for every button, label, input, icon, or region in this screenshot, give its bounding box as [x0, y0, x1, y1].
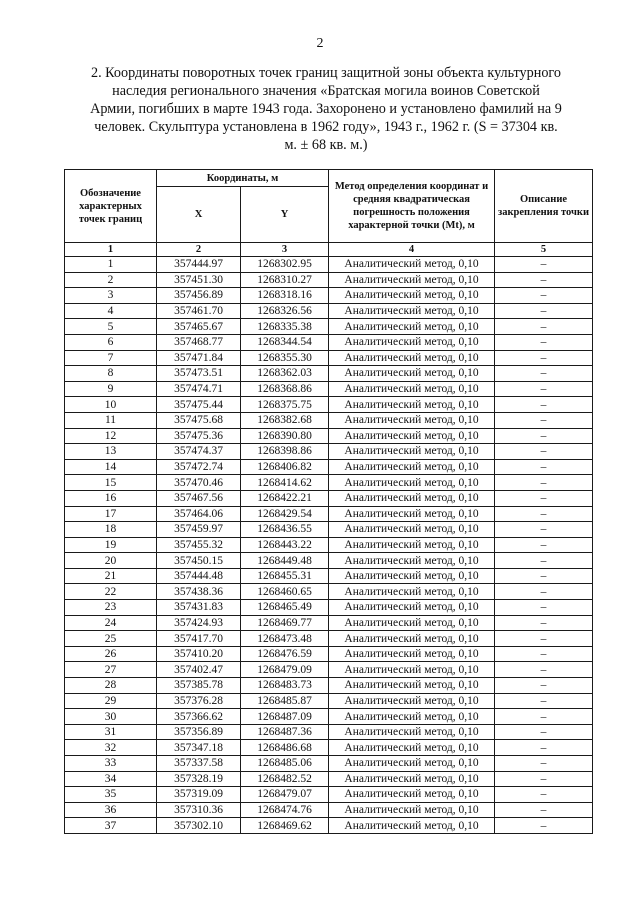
y-coordinate-cell: 1268390.80 — [241, 428, 329, 444]
table-row — [65, 693, 593, 709]
y-coordinate-cell: 1268443.22 — [241, 537, 329, 553]
fixing-description-cell: – — [495, 740, 593, 756]
point-number-cell: 32 — [65, 740, 157, 756]
y-coordinate-cell: 1268375.75 — [241, 397, 329, 413]
fixing-description-cell: – — [495, 288, 593, 304]
method-cell: Аналитический метод, 0,10 — [329, 756, 495, 772]
x-coordinate-cell: 357471.84 — [157, 350, 241, 366]
table-row — [65, 366, 593, 382]
fixing-description-cell: – — [495, 475, 593, 491]
y-coordinate-cell: 1268476.59 — [241, 646, 329, 662]
method-cell: Аналитический метод, 0,10 — [329, 428, 495, 444]
x-coordinate-cell: 357450.15 — [157, 553, 241, 569]
x-coordinate-cell: 357424.93 — [157, 615, 241, 631]
y-coordinate-cell: 1268344.54 — [241, 334, 329, 350]
point-number-cell: 11 — [65, 412, 157, 428]
y-coordinate-cell: 1268469.62 — [241, 818, 329, 834]
fixing-description-cell: – — [495, 444, 593, 460]
table-row — [65, 724, 593, 740]
table-row — [65, 444, 593, 460]
y-coordinate-cell: 1268310.27 — [241, 272, 329, 288]
y-coordinate-cell: 1268326.56 — [241, 303, 329, 319]
x-coordinate-cell: 357474.37 — [157, 444, 241, 460]
point-number-cell: 37 — [65, 818, 157, 834]
method-cell: Аналитический метод, 0,10 — [329, 537, 495, 553]
y-coordinate-cell: 1268429.54 — [241, 506, 329, 522]
table-row — [65, 662, 593, 678]
method-cell: Аналитический метод, 0,10 — [329, 693, 495, 709]
point-number-cell: 33 — [65, 756, 157, 772]
point-number-cell: 23 — [65, 600, 157, 616]
point-number-cell: 35 — [65, 787, 157, 803]
table-row — [65, 350, 593, 366]
x-coordinate-cell: 357366.62 — [157, 709, 241, 725]
fixing-description-cell: – — [495, 366, 593, 382]
fixing-description-cell: – — [495, 522, 593, 538]
point-number-cell: 29 — [65, 693, 157, 709]
fixing-description-cell: – — [495, 303, 593, 319]
table-row — [65, 334, 593, 350]
x-coordinate-cell: 357464.06 — [157, 506, 241, 522]
x-coordinate-cell: 357451.30 — [157, 272, 241, 288]
x-coordinate-cell: 357444.48 — [157, 568, 241, 584]
table-row — [65, 615, 593, 631]
method-cell: Аналитический метод, 0,10 — [329, 709, 495, 725]
table-row — [65, 537, 593, 553]
method-cell: Аналитический метод, 0,10 — [329, 584, 495, 600]
table-row — [65, 756, 593, 772]
y-coordinate-cell: 1268482.52 — [241, 771, 329, 787]
table-row — [65, 787, 593, 803]
method-cell: Аналитический метод, 0,10 — [329, 257, 495, 273]
table-row — [65, 600, 593, 616]
method-cell: Аналитический метод, 0,10 — [329, 397, 495, 413]
table-row — [65, 740, 593, 756]
point-number-cell: 9 — [65, 381, 157, 397]
coordinates-table — [64, 169, 593, 834]
point-number-cell: 22 — [65, 584, 157, 600]
x-coordinate-cell: 357438.36 — [157, 584, 241, 600]
x-coordinate-cell: 357473.51 — [157, 366, 241, 382]
point-number-cell: 13 — [65, 444, 157, 460]
method-cell: Аналитический метод, 0,10 — [329, 444, 495, 460]
y-coordinate-cell: 1268368.86 — [241, 381, 329, 397]
y-coordinate-cell: 1268460.65 — [241, 584, 329, 600]
point-number-cell: 5 — [65, 319, 157, 335]
x-coordinate-cell: 357328.19 — [157, 771, 241, 787]
x-coordinate-cell: 357467.56 — [157, 490, 241, 506]
x-coordinate-cell: 357468.77 — [157, 334, 241, 350]
method-cell: Аналитический метод, 0,10 — [329, 412, 495, 428]
table-row — [65, 397, 593, 413]
method-cell: Аналитический метод, 0,10 — [329, 334, 495, 350]
fixing-description-cell: – — [495, 584, 593, 600]
y-coordinate-cell: 1268487.36 — [241, 724, 329, 740]
fixing-description-cell: – — [495, 428, 593, 444]
y-coordinate-cell: 1268485.06 — [241, 756, 329, 772]
x-coordinate-cell: 357385.78 — [157, 678, 241, 694]
y-coordinate-cell: 1268302.95 — [241, 257, 329, 273]
table-row — [65, 553, 593, 569]
header-coordinates: Координаты, м — [157, 170, 329, 187]
table-row — [65, 412, 593, 428]
x-coordinate-cell: 357459.97 — [157, 522, 241, 538]
fixing-description-cell: – — [495, 334, 593, 350]
point-number-cell: 31 — [65, 724, 157, 740]
x-coordinate-cell: 357410.20 — [157, 646, 241, 662]
x-coordinate-cell: 357319.09 — [157, 787, 241, 803]
point-number-cell: 1 — [65, 257, 157, 273]
fixing-description-cell: – — [495, 381, 593, 397]
table-row — [65, 584, 593, 600]
table-body — [65, 257, 593, 834]
point-number-cell: 14 — [65, 459, 157, 475]
y-coordinate-cell: 1268398.86 — [241, 444, 329, 460]
fixing-description-cell: – — [495, 257, 593, 273]
x-coordinate-cell: 357461.70 — [157, 303, 241, 319]
x-coordinate-cell: 357356.89 — [157, 724, 241, 740]
method-cell: Аналитический метод, 0,10 — [329, 818, 495, 834]
method-cell: Аналитический метод, 0,10 — [329, 475, 495, 491]
y-coordinate-cell: 1268382.68 — [241, 412, 329, 428]
method-cell: Аналитический метод, 0,10 — [329, 615, 495, 631]
x-coordinate-cell: 357455.32 — [157, 537, 241, 553]
fixing-description-cell: – — [495, 272, 593, 288]
x-coordinate-cell: 357465.67 — [157, 319, 241, 335]
y-coordinate-cell: 1268483.73 — [241, 678, 329, 694]
point-number-cell: 8 — [65, 366, 157, 382]
table-row — [65, 475, 593, 491]
method-cell: Аналитический метод, 0,10 — [329, 724, 495, 740]
x-coordinate-cell: 357431.83 — [157, 600, 241, 616]
x-coordinate-cell: 357444.97 — [157, 257, 241, 273]
point-number-cell: 7 — [65, 350, 157, 366]
method-cell: Аналитический метод, 0,10 — [329, 646, 495, 662]
method-cell: Аналитический метод, 0,10 — [329, 600, 495, 616]
x-coordinate-cell: 357347.18 — [157, 740, 241, 756]
table-row — [65, 646, 593, 662]
section-heading: 2. Координаты поворотных точек границ защитной зоны объекта культурного наследия регионального значения «Братская могила воинов Советской Армии, погибших в марте 1943 года. Захоронено и установлено фамилий на 9 человек. Скульптура установлена в 1962 году», 1943 г., 1962 г. (S = 37304 кв. м. ± 68 кв. м.) — [90, 65, 562, 153]
method-cell: Аналитический метод, 0,10 — [329, 490, 495, 506]
fixing-description-cell: – — [495, 631, 593, 647]
column-number: 1 — [65, 243, 157, 257]
fixing-description-cell: – — [495, 568, 593, 584]
method-cell: Аналитический метод, 0,10 — [329, 631, 495, 647]
y-coordinate-cell: 1268335.38 — [241, 319, 329, 335]
fixing-description-cell: – — [495, 350, 593, 366]
x-coordinate-cell: 357456.89 — [157, 288, 241, 304]
fixing-description-cell: – — [495, 693, 593, 709]
y-coordinate-cell: 1268455.31 — [241, 568, 329, 584]
point-number-cell: 16 — [65, 490, 157, 506]
point-number-cell: 10 — [65, 397, 157, 413]
point-number-cell: 2 — [65, 272, 157, 288]
table-row — [65, 272, 593, 288]
method-cell: Аналитический метод, 0,10 — [329, 522, 495, 538]
point-number-cell: 27 — [65, 662, 157, 678]
y-coordinate-cell: 1268318.16 — [241, 288, 329, 304]
fixing-description-cell: – — [495, 756, 593, 772]
fixing-description-cell: – — [495, 490, 593, 506]
fixing-description-cell: – — [495, 709, 593, 725]
table-row — [65, 381, 593, 397]
x-coordinate-cell: 357470.46 — [157, 475, 241, 491]
table-row — [65, 288, 593, 304]
fixing-description-cell: – — [495, 678, 593, 694]
table-row — [65, 678, 593, 694]
fixing-description-cell: – — [495, 537, 593, 553]
point-number-cell: 20 — [65, 553, 157, 569]
x-coordinate-cell: 357475.44 — [157, 397, 241, 413]
table-row — [65, 709, 593, 725]
table-row — [65, 818, 593, 834]
method-cell: Аналитический метод, 0,10 — [329, 319, 495, 335]
y-coordinate-cell: 1268486.68 — [241, 740, 329, 756]
fixing-description-cell: – — [495, 662, 593, 678]
method-cell: Аналитический метод, 0,10 — [329, 381, 495, 397]
table-row — [65, 522, 593, 538]
y-coordinate-cell: 1268474.76 — [241, 802, 329, 818]
header-description: Описание закрепления точки — [495, 170, 593, 243]
y-coordinate-cell: 1268422.21 — [241, 490, 329, 506]
point-number-cell: 18 — [65, 522, 157, 538]
fixing-description-cell: – — [495, 506, 593, 522]
x-coordinate-cell: 357472.74 — [157, 459, 241, 475]
point-number-cell: 28 — [65, 678, 157, 694]
method-cell: Аналитический метод, 0,10 — [329, 678, 495, 694]
header-point: Обозначение характерных точек границ — [65, 170, 157, 243]
point-number-cell: 34 — [65, 771, 157, 787]
fixing-description-cell: – — [495, 412, 593, 428]
y-coordinate-cell: 1268479.07 — [241, 787, 329, 803]
point-number-cell: 3 — [65, 288, 157, 304]
fixing-description-cell: – — [495, 818, 593, 834]
fixing-description-cell: – — [495, 724, 593, 740]
fixing-description-cell: – — [495, 459, 593, 475]
method-cell: Аналитический метод, 0,10 — [329, 288, 495, 304]
method-cell: Аналитический метод, 0,10 — [329, 506, 495, 522]
method-cell: Аналитический метод, 0,10 — [329, 568, 495, 584]
method-cell: Аналитический метод, 0,10 — [329, 553, 495, 569]
point-number-cell: 21 — [65, 568, 157, 584]
point-number-cell: 36 — [65, 802, 157, 818]
x-coordinate-cell: 357417.70 — [157, 631, 241, 647]
fixing-description-cell: – — [495, 646, 593, 662]
y-coordinate-cell: 1268473.48 — [241, 631, 329, 647]
method-cell: Аналитический метод, 0,10 — [329, 787, 495, 803]
method-cell: Аналитический метод, 0,10 — [329, 366, 495, 382]
column-number: 4 — [329, 243, 495, 257]
method-cell: Аналитический метод, 0,10 — [329, 662, 495, 678]
x-coordinate-cell: 357475.36 — [157, 428, 241, 444]
column-number: 3 — [241, 243, 329, 257]
y-coordinate-cell: 1268414.62 — [241, 475, 329, 491]
fixing-description-cell: – — [495, 615, 593, 631]
point-number-cell: 12 — [65, 428, 157, 444]
fixing-description-cell: – — [495, 600, 593, 616]
table-row — [65, 257, 593, 273]
x-coordinate-cell: 357302.10 — [157, 818, 241, 834]
table-row — [65, 319, 593, 335]
method-cell: Аналитический метод, 0,10 — [329, 350, 495, 366]
table-row — [65, 802, 593, 818]
table-row — [65, 771, 593, 787]
y-coordinate-cell: 1268469.77 — [241, 615, 329, 631]
point-number-cell: 19 — [65, 537, 157, 553]
header-x: X — [157, 187, 241, 243]
fixing-description-cell: – — [495, 802, 593, 818]
y-coordinate-cell: 1268485.87 — [241, 693, 329, 709]
x-coordinate-cell: 357376.28 — [157, 693, 241, 709]
table-row — [65, 459, 593, 475]
y-coordinate-cell: 1268406.82 — [241, 459, 329, 475]
method-cell: Аналитический метод, 0,10 — [329, 459, 495, 475]
point-number-cell: 17 — [65, 506, 157, 522]
x-coordinate-cell: 357474.71 — [157, 381, 241, 397]
fixing-description-cell: – — [495, 787, 593, 803]
y-coordinate-cell: 1268465.49 — [241, 600, 329, 616]
y-coordinate-cell: 1268362.03 — [241, 366, 329, 382]
point-number-cell: 6 — [65, 334, 157, 350]
fixing-description-cell: – — [495, 397, 593, 413]
y-coordinate-cell: 1268487.09 — [241, 709, 329, 725]
header-y: Y — [241, 187, 329, 243]
point-number-cell: 24 — [65, 615, 157, 631]
x-coordinate-cell: 357310.36 — [157, 802, 241, 818]
point-number-cell: 26 — [65, 646, 157, 662]
x-coordinate-cell: 357475.68 — [157, 412, 241, 428]
column-number: 5 — [495, 243, 593, 257]
header-method: Метод определения координат и средняя квадратическая погрешность положения характерной точки (Mt), м — [329, 170, 495, 243]
table-row — [65, 428, 593, 444]
table-row — [65, 490, 593, 506]
table-row — [65, 506, 593, 522]
fixing-description-cell: – — [495, 319, 593, 335]
method-cell: Аналитический метод, 0,10 — [329, 802, 495, 818]
y-coordinate-cell: 1268355.30 — [241, 350, 329, 366]
y-coordinate-cell: 1268449.48 — [241, 553, 329, 569]
point-number-cell: 4 — [65, 303, 157, 319]
fixing-description-cell: – — [495, 553, 593, 569]
method-cell: Аналитический метод, 0,10 — [329, 771, 495, 787]
method-cell: Аналитический метод, 0,10 — [329, 303, 495, 319]
column-number: 2 — [157, 243, 241, 257]
table-row — [65, 631, 593, 647]
fixing-description-cell: – — [495, 771, 593, 787]
point-number-cell: 15 — [65, 475, 157, 491]
method-cell: Аналитический метод, 0,10 — [329, 272, 495, 288]
point-number-cell: 25 — [65, 631, 157, 647]
y-coordinate-cell: 1268436.55 — [241, 522, 329, 538]
table-row — [65, 303, 593, 319]
method-cell: Аналитический метод, 0,10 — [329, 740, 495, 756]
y-coordinate-cell: 1268479.09 — [241, 662, 329, 678]
x-coordinate-cell: 357402.47 — [157, 662, 241, 678]
x-coordinate-cell: 357337.58 — [157, 756, 241, 772]
table-row — [65, 568, 593, 584]
page-number: 2 — [316, 36, 324, 51]
point-number-cell: 30 — [65, 709, 157, 725]
